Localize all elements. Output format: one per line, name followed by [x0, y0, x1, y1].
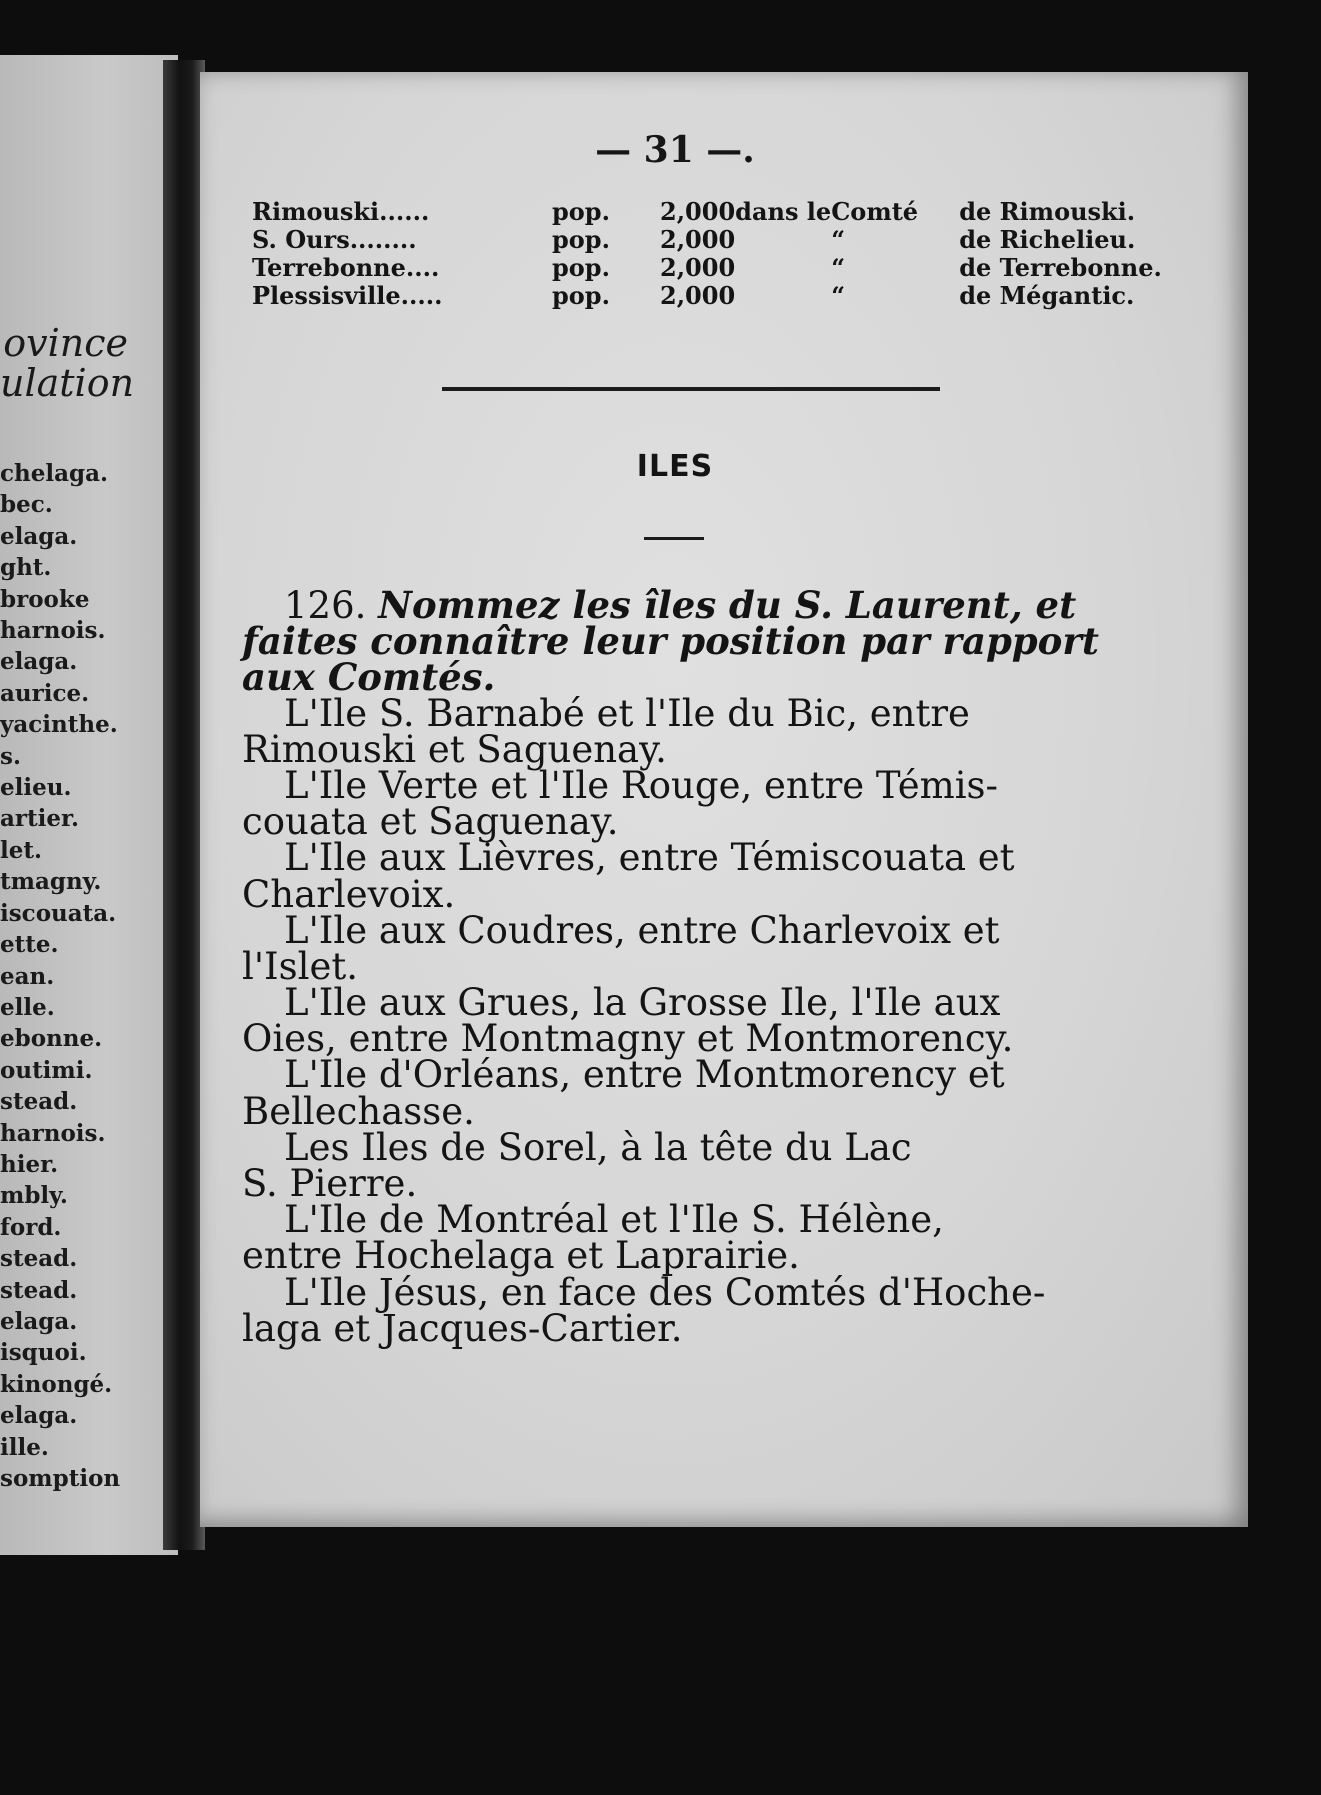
left-heading-line: ulation [0, 361, 135, 405]
town-name: S. Ours........ [252, 225, 417, 254]
population-value: 2,000 [660, 253, 736, 282]
page-31 [200, 72, 1248, 1527]
answer-line: couata et Saguenay. [242, 800, 619, 844]
answer-line: L'Ile Jésus, en face des Comtés d'Hoche- [284, 1270, 1046, 1314]
left-list-item: elaga. [0, 1402, 78, 1430]
population-value: 2,000 [660, 197, 736, 226]
left-list-item: elaga. [0, 1307, 78, 1335]
population-value: 2,000 [660, 281, 736, 310]
left-list-item: yacinthe. [0, 711, 118, 739]
answer-line: Oies, entre Montmagny et Montmorency. [242, 1017, 1014, 1061]
left-list-item: harnois. [0, 617, 106, 645]
answer-line: L'Ile d'Orléans, entre Montmorency et [284, 1053, 1005, 1097]
left-list-item: ette. [0, 931, 59, 959]
comte-text: “ [831, 225, 846, 254]
county-name: de Richelieu. [959, 225, 1136, 254]
town-row [252, 254, 1162, 282]
comte-text: Comté [831, 197, 919, 226]
left-list-item: ille. [0, 1433, 49, 1461]
left-list-item: stead. [0, 1276, 78, 1304]
left-list-item: ford. [0, 1213, 62, 1241]
county-name: de Terrebonne. [959, 253, 1162, 282]
left-list-item: elle. [0, 993, 55, 1021]
answer-line: L'Ile aux Grues, la Grosse Ile, l'Ile aux [284, 981, 1001, 1025]
population-value: 2,000 [660, 225, 736, 254]
pop-label: pop. [552, 225, 610, 254]
question-line: aux Comtés. [242, 655, 496, 700]
left-county-list [0, 458, 178, 1494]
question-answer-block [242, 583, 1292, 1350]
left-list-item: elaga. [0, 648, 78, 676]
county-name: de Mégantic. [959, 281, 1135, 310]
left-list-item: elieu. [0, 774, 72, 802]
answer-line: Charlevoix. [242, 872, 456, 916]
left-list-item: elaga. [0, 522, 78, 550]
answer-line: L'Ile S. Barnabé et l'Ile du Bic, entre [284, 691, 970, 735]
town-name: Rimouski...... [252, 197, 430, 226]
left-page-fragment [0, 55, 178, 1555]
answer-line: laga et Jacques-Cartier. [242, 1306, 683, 1350]
pop-label: pop. [552, 281, 610, 310]
left-list-item: stead. [0, 1245, 78, 1273]
left-list-item: s. [0, 742, 21, 770]
dans-text: dans le [735, 197, 832, 226]
towns-population-table [252, 198, 1162, 310]
left-list-item: ght. [0, 554, 52, 582]
answer-line: Rimouski et Saguenay. [242, 727, 667, 771]
left-list-item: tmagny. [0, 868, 102, 896]
answer-line: Les Iles de Sorel, à la tête du Lac [284, 1125, 912, 1169]
question-number: 126. [284, 584, 367, 627]
town-row [252, 226, 1162, 254]
dans-text [735, 254, 831, 282]
answer-line: L'Ile aux Lièvres, entre Témiscouata et [284, 836, 1015, 880]
left-list-item: somption [0, 1465, 121, 1492]
left-list-item: outimi. [0, 1056, 93, 1084]
answer-line: L'Ile Verte et l'Ile Rouge, entre Témis- [284, 763, 999, 807]
dans-text [735, 226, 831, 254]
left-list-item: iscouata. [0, 899, 117, 927]
comte-text: “ [831, 281, 846, 310]
page-number: — 31 —. [595, 129, 755, 171]
section-divider [442, 387, 940, 391]
left-list-item: let. [0, 836, 43, 864]
answer-line: entre Hochelaga et Laprairie. [242, 1234, 800, 1278]
left-list-item: aurice. [0, 679, 90, 707]
left-list-item: stead. [0, 1088, 78, 1116]
dans-text [735, 282, 831, 310]
left-list-item: ebonne. [0, 1025, 103, 1053]
left-list-item: hier. [0, 1150, 59, 1178]
left-list-item: kinongé. [0, 1370, 113, 1398]
town-row [252, 198, 1162, 226]
town-row [252, 282, 1162, 310]
left-list-item: harnois. [0, 1119, 106, 1147]
left-heading-line: ovince [3, 321, 128, 365]
left-list-item: artier. [0, 805, 80, 833]
answer-line: L'Ile de Montréal et l'Ile S. Hélène, [284, 1198, 944, 1242]
left-list-item: mbly. [0, 1182, 68, 1210]
pop-label: pop. [552, 253, 610, 282]
left-list-item: brooke [0, 585, 90, 613]
left-list-item: chelaga. [0, 460, 108, 487]
answer-lines [242, 691, 1292, 1350]
pop-label: pop. [552, 197, 610, 226]
town-name: Terrebonne.... [252, 253, 440, 282]
question-text: Nommez les îles du S. Laurent, et [378, 583, 1077, 627]
answer-line: Bellechasse. [242, 1089, 475, 1133]
town-name: Plessisville..... [252, 281, 443, 310]
comte-text: “ [831, 253, 846, 282]
answer-line: L'Ile aux Coudres, entre Charlevoix et [284, 908, 1000, 952]
left-list-item: isquoi. [0, 1339, 87, 1367]
county-name: de Rimouski. [959, 197, 1136, 226]
left-list-item: ean. [0, 962, 55, 990]
left-list-item: bec. [0, 491, 53, 519]
book-gutter [163, 60, 205, 1550]
question-line: faites connaître leur position par rapport [242, 619, 1099, 664]
answer-line: l'Islet. [242, 944, 358, 988]
section-title: ILES [636, 449, 714, 484]
answer-line: S. Pierre. [242, 1162, 418, 1205]
question-line [242, 583, 1292, 627]
title-underline [644, 537, 704, 540]
